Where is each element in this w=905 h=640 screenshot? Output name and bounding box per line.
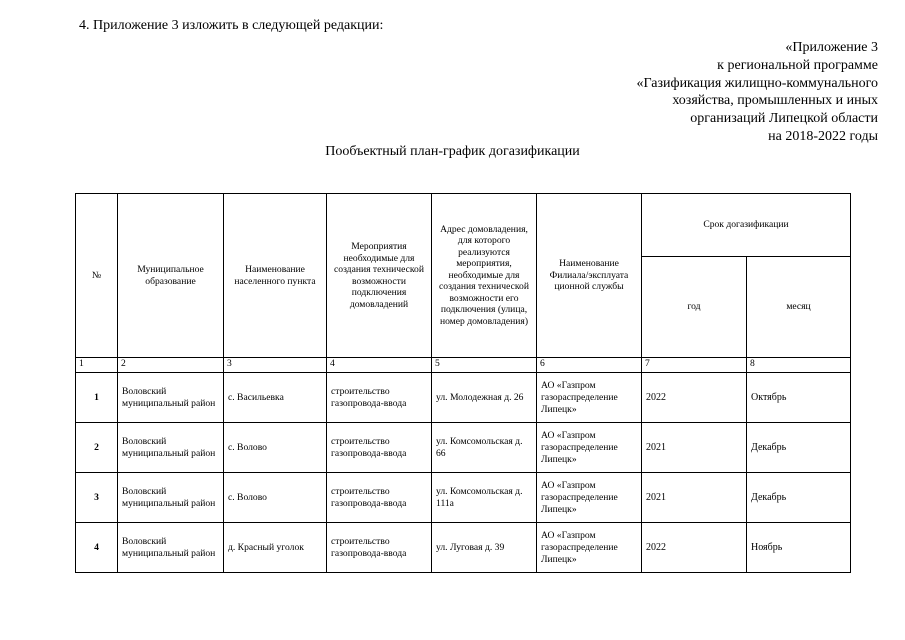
cell-municipality: Воловский муниципальный район [118,523,224,573]
header-municipality: Муниципальное образование [118,194,224,358]
column-number: 7 [642,358,747,373]
appendix-line: организаций Липецкой области [690,111,878,127]
cell-month: Декабрь [747,473,851,523]
cell-address: ул. Луговая д. 39 [432,523,537,573]
cell-municipality: Воловский муниципальный район [118,423,224,473]
column-number: 2 [118,358,224,373]
header-deadline: Срок догазификации [642,194,851,257]
cell-year: 2021 [642,423,747,473]
cell-branch: АО «Газпром газораспределение Липецк» [537,423,642,473]
schedule-table [75,193,851,573]
table-row [76,373,851,423]
header-month: месяц [747,257,851,358]
appendix-line: хозяйства, промышленных и иных [672,93,878,109]
cell-measures: строительство газопровода-ввода [327,523,432,573]
header-branch: Наименование Филиала/эксплуата ционной службы [537,194,642,358]
cell-branch: АО «Газпром газораспределение Липецк» [537,373,642,423]
cell-measures: строительство газопровода-ввода [327,373,432,423]
cell-settlement: с. Волово [224,473,327,523]
column-number: 5 [432,358,537,373]
appendix-line: «Газификация жилищно-коммунального [636,75,878,91]
header-year: год [642,257,747,358]
header-settlement: Наименование населенного пункта [224,194,327,358]
cell-settlement: д. Красный уголок [224,523,327,573]
row-number: 1 [76,373,118,423]
cell-year: 2022 [642,373,747,423]
appendix-line: «Приложение 3 [785,40,878,55]
cell-settlement: с. Волово [224,423,327,473]
cell-address: ул. Молодежная д. 26 [432,373,537,423]
intro-text: 4. Приложение 3 изложить в следующей редакции: [79,18,384,33]
cell-month: Ноябрь [747,523,851,573]
document-title: Пообъектный план-график догазификации [325,144,580,159]
cell-month: Декабрь [747,423,851,473]
column-number: 3 [224,358,327,373]
header-measures: Мероприятия необходимые для создания технической возможности подключения домовладений [327,194,432,358]
column-number: 6 [537,358,642,373]
cell-measures: строительство газопровода-ввода [327,423,432,473]
cell-year: 2021 [642,473,747,523]
row-number: 3 [76,473,118,523]
cell-address: ул. Комсомольская д. 111а [432,473,537,523]
table-row [76,473,851,523]
cell-branch: АО «Газпром газораспределение Липецк» [537,523,642,573]
table-row [76,423,851,473]
cell-settlement: с. Васильевка [224,373,327,423]
column-number: 1 [76,358,118,373]
cell-month: Октябрь [747,373,851,423]
cell-year: 2022 [642,523,747,573]
appendix-heading [637,39,878,146]
cell-address: ул. Комсомольская д. 66 [432,423,537,473]
row-number: 2 [76,423,118,473]
header-address: Адрес домовладения, для которого реализуются мероприятия, необходимые для создания технической возможности его подключения (улица, номер домовладения) [432,194,537,358]
column-number-row [76,358,851,373]
header-num: № [76,194,118,358]
table-row [76,523,851,573]
column-number: 4 [327,358,432,373]
cell-branch: АО «Газпром газораспределение Липецк» [537,473,642,523]
column-number: 8 [747,358,851,373]
appendix-line: к региональной программе [717,57,878,73]
cell-municipality: Воловский муниципальный район [118,473,224,523]
appendix-line: на 2018-2022 годы [768,128,878,144]
row-number: 4 [76,523,118,573]
cell-measures: строительство газопровода-ввода [327,473,432,523]
cell-municipality: Воловский муниципальный район [118,373,224,423]
